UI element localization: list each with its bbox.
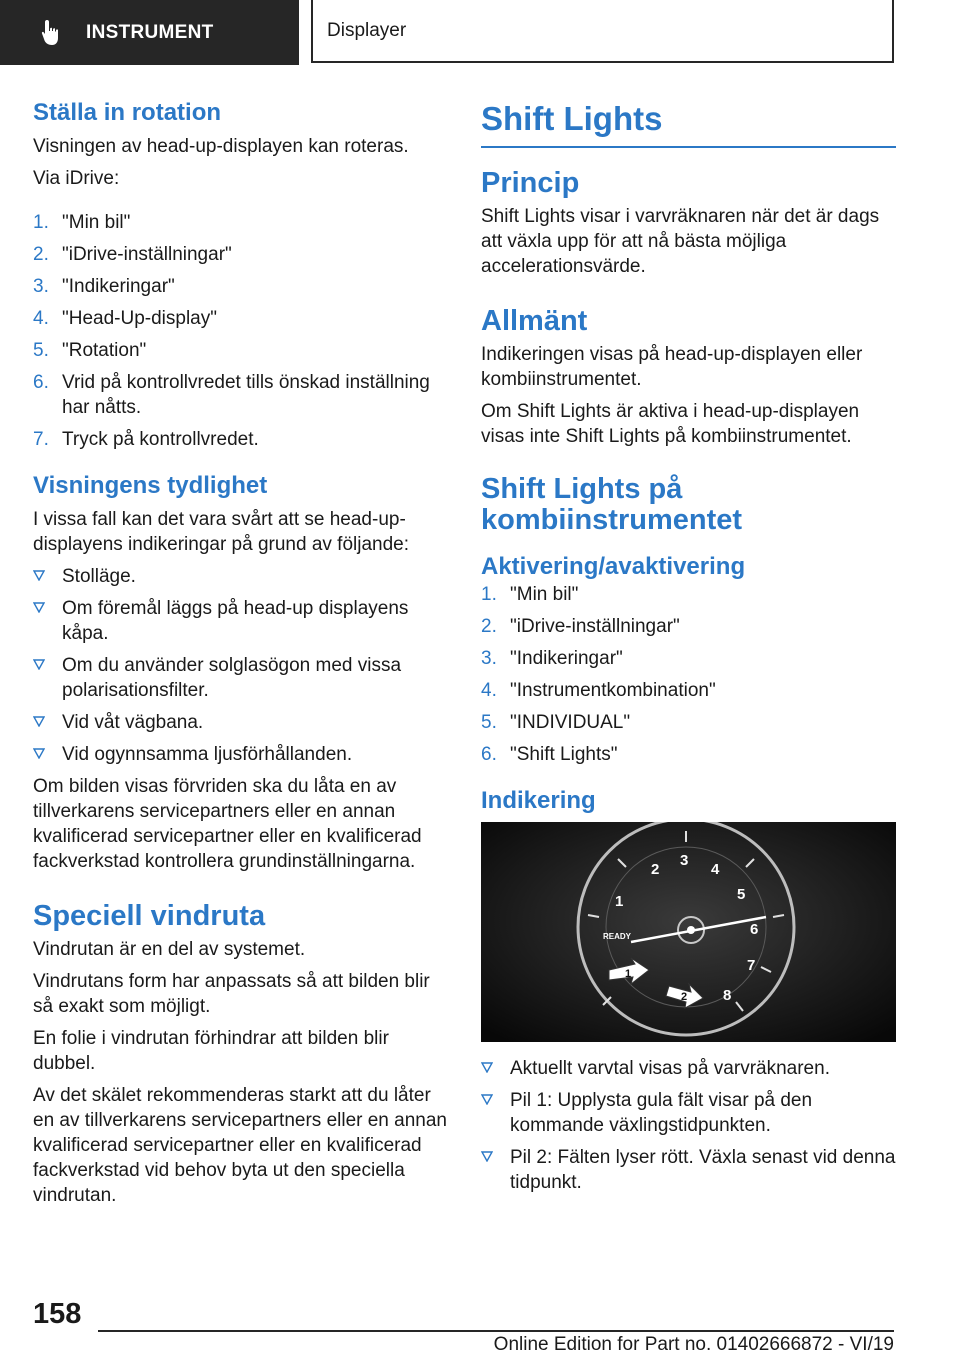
gauge-number: 6 [750,921,759,938]
bullet-text: Vid ogynnsamma ljusförhållanden. [62,744,353,765]
paragraph: I vissa fall kan det vara svårt att se head-up-displayens indikeringar på grund av följande: [33,509,410,555]
step-number: 6. [33,372,49,393]
step-number: 1. [33,212,49,233]
step-text: "Min bil" [510,584,579,605]
paragraph: Om bilden visas förvriden ska du låta en av tillverkarens servicepartners eller en annan kvalificerad servicepartner eller en kvalificerad fackverkstad kontrollera grundinställningarna. [33,776,422,872]
heading-windshield: Speciell vindruta [33,900,266,932]
list-item [33,210,448,235]
heading-rotation: Ställa in rotation [33,99,222,126]
heading-visibility: Visningens tydlighet [33,472,268,499]
paragraph: Om Shift Lights är aktiva i head-up-displayen visas inte Shift Lights på kombiinstrumentet. [481,401,860,447]
triangle-bullet-icon [33,742,62,767]
step-text: "INDIVIDUAL" [510,712,631,733]
triangle-bullet-icon [33,710,62,735]
list-item [481,614,896,639]
heading-cluster: Shift Lights på kombiinstrumentet [481,473,743,536]
footer-divider [98,1330,894,1332]
step-number: 1. [481,584,497,605]
step-number: 5. [33,340,49,361]
step-number: 7. [33,429,49,450]
paragraph: Vindrutan är en del av systemet. [33,939,306,960]
chapter-tab[interactable] [0,0,299,65]
pointing-hand-icon [40,19,64,47]
page-title: Shift Lights [481,98,896,148]
bullet-text: Pil 2: Fälten lyser rött. Växla senast vid denna tidpunkt. [510,1147,896,1193]
section-header [311,0,894,63]
gauge-number: 3 [680,852,689,869]
list-item [481,1056,896,1081]
step-text: "Rotation" [62,340,147,361]
list-item [33,427,448,452]
step-text: "iDrive-inställningar" [510,616,680,637]
gauge-number: 1 [615,893,624,910]
visibility-bullets [33,564,448,767]
step-text: "Indikeringar" [62,276,175,297]
triangle-bullet-icon [481,1056,510,1081]
list-item [481,1088,896,1138]
step-number: 6. [481,744,497,765]
paragraph: Visningen av head-up-displayen kan roteras. [33,136,409,157]
step-text: Tryck på kontrollvredet. [62,429,259,450]
paragraph: Vindrutans form har anpassats så att bilden blir så exakt som möjligt. [33,971,430,1017]
tachometer-illustration [481,822,896,1042]
heading-indication: Indikering [481,787,596,814]
list-item [33,653,448,703]
left-column [33,98,448,1215]
step-number: 4. [481,680,497,701]
step-text: "Shift Lights" [510,744,618,765]
bullet-text: Stolläge. [62,566,136,587]
step-number: 3. [481,648,497,669]
triangle-bullet-icon [33,653,62,703]
triangle-bullet-icon [33,564,62,589]
list-item [481,646,896,671]
list-item [481,742,896,767]
heading-principle: Princip [481,167,580,199]
list-item [33,596,448,646]
gauge-number: 7 [747,957,756,974]
gauge-number: 4 [711,861,720,878]
step-text: Vrid på kontrollvredet tills önskad inställning har nåtts. [62,372,430,418]
gauge-callout: 1 [625,968,632,980]
paragraph: Indikeringen visas på head-up-displayen eller kombiinstrumentet. [481,344,863,390]
footer-edition: Online Edition for Part no. 01402666872 - VI/19 [493,1334,894,1355]
bullet-text: Aktuellt varvtal visas på varvräknaren. [510,1058,830,1079]
bullet-text: Om du använder solglasögon med vissa polarisationsfilter. [62,655,402,701]
activation-steps [481,582,896,767]
list-item [33,564,448,589]
step-number: 3. [33,276,49,297]
paragraph: Av det skälet rekommenderas starkt att du låter en av tillverkarens servicepartners eller en annan kvalificerad servicepartner eller en kvalificerad fackverkstad vid behov byta ut den speciella vindrutan. [33,1085,447,1206]
step-number: 2. [481,616,497,637]
section-label: Displayer [327,19,407,41]
right-column [481,98,896,1202]
list-item [33,306,448,331]
step-text: "Min bil" [62,212,131,233]
list-item [33,274,448,299]
paragraph: En folie i vindrutan förhindrar att bilden blir dubbel. [33,1028,389,1074]
rotation-steps [33,210,448,452]
list-item [481,1145,896,1195]
step-number: 4. [33,308,49,329]
list-item [33,742,448,767]
indication-bullets [481,1056,896,1195]
step-text: "Instrumentkombination" [510,680,716,701]
triangle-bullet-icon [33,596,62,646]
gauge-ready-label: READY [603,932,632,941]
list-item [33,710,448,735]
gauge-callout: 2 [681,991,688,1003]
list-item [33,338,448,363]
list-item [481,678,896,703]
step-number: 5. [481,712,497,733]
step-number: 2. [33,244,49,265]
bullet-text: Om föremål läggs på head-up displayens kåpa. [62,598,409,644]
list-item [481,582,896,607]
gauge-number: 2 [651,861,660,878]
bullet-text: Vid våt vägbana. [62,712,204,733]
page-number: 158 [33,1298,82,1330]
heading-general: Allmänt [481,305,588,337]
heading-activation: Aktivering/avaktivering [481,553,746,580]
list-item [481,710,896,735]
paragraph: Shift Lights visar i varvräknaren när det är dags att växla upp för att nå bästa möjliga accelerationsvärde. [481,206,880,277]
chapter-label: INSTRUMENT [86,21,214,43]
bullet-text: Pil 1: Upplysta gula fält visar på den kommande växlingstidpunkten. [510,1090,813,1136]
triangle-bullet-icon [481,1145,510,1195]
step-text: "Head-Up-display" [62,308,217,329]
step-text: "Indikeringar" [510,648,623,669]
gauge-number: 8 [723,987,732,1004]
step-text: "iDrive-inställningar" [62,244,232,265]
list-item [33,242,448,267]
list-item [33,370,448,420]
triangle-bullet-icon [481,1088,510,1138]
paragraph: Via iDrive: [33,168,120,189]
gauge-number: 5 [737,886,746,903]
